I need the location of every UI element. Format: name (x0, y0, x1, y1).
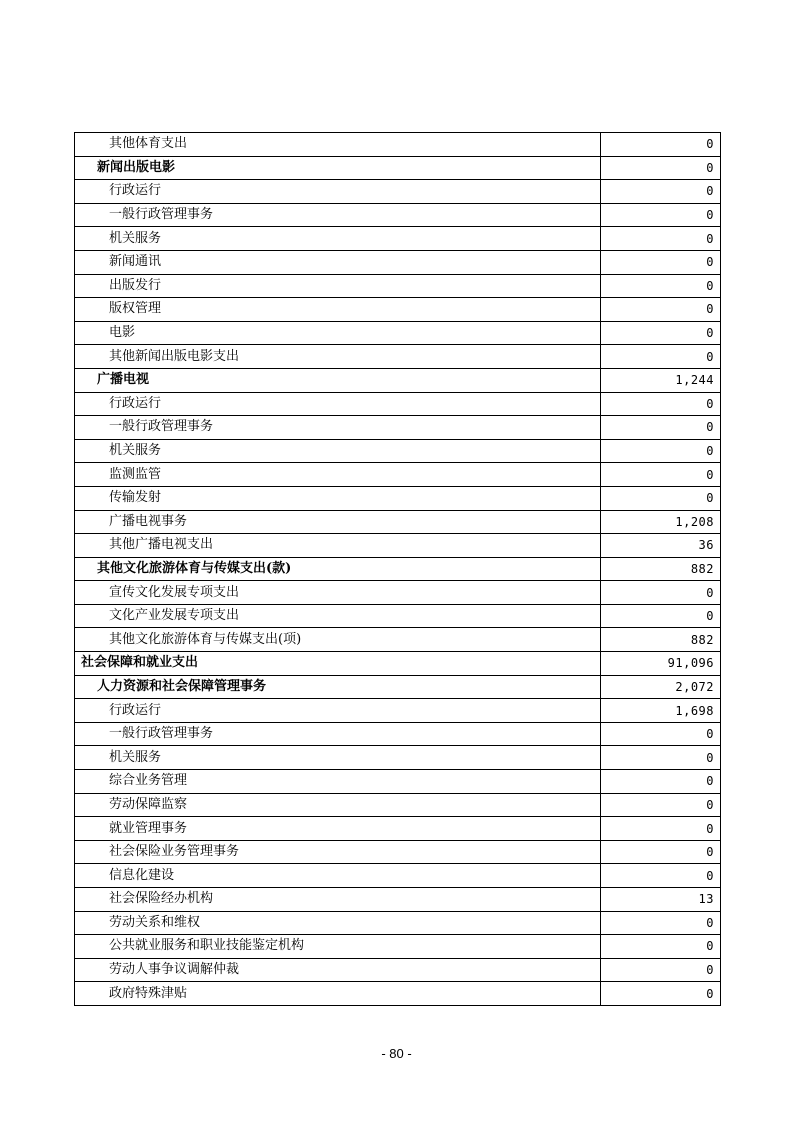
item-name-cell: 一般行政管理事务 (75, 203, 601, 227)
amount-cell: 882 (601, 557, 721, 581)
item-name-cell: 一般行政管理事务 (75, 722, 601, 746)
item-name-cell: 监测监管 (75, 463, 601, 487)
table-row (75, 274, 721, 298)
table-row (75, 368, 721, 392)
amount-cell: 0 (601, 250, 721, 274)
item-name-cell: 电影 (75, 321, 601, 345)
item-name-cell: 社会保障和就业支出 (75, 652, 601, 676)
table-row (75, 321, 721, 345)
table-row (75, 770, 721, 794)
amount-cell: 13 (601, 888, 721, 912)
item-name-cell: 宣传文化发展专项支出 (75, 581, 601, 605)
amount-cell: 0 (601, 203, 721, 227)
amount-cell: 36 (601, 534, 721, 558)
amount-cell: 0 (601, 793, 721, 817)
table-row (75, 604, 721, 628)
amount-cell: 882 (601, 628, 721, 652)
table-row (75, 345, 721, 369)
table-row (75, 227, 721, 251)
amount-cell: 0 (601, 274, 721, 298)
amount-cell: 0 (601, 392, 721, 416)
amount-cell: 91,096 (601, 652, 721, 676)
amount-cell: 1,208 (601, 510, 721, 534)
item-name-cell: 其他体育支出 (75, 133, 601, 157)
item-name-cell: 社会保险业务管理事务 (75, 840, 601, 864)
amount-cell: 0 (601, 486, 721, 510)
table-row (75, 982, 721, 1006)
amount-cell: 0 (601, 581, 721, 605)
item-name-cell: 政府特殊津贴 (75, 982, 601, 1006)
table-row (75, 675, 721, 699)
amount-cell: 0 (601, 935, 721, 959)
item-name-cell: 出版发行 (75, 274, 601, 298)
table-row (75, 298, 721, 322)
amount-cell: 0 (601, 840, 721, 864)
item-name-cell: 其他文化旅游体育与传媒支出(款) (75, 557, 601, 581)
table-row (75, 958, 721, 982)
item-name-cell: 综合业务管理 (75, 770, 601, 794)
item-name-cell: 其他新闻出版电影支出 (75, 345, 601, 369)
table-row (75, 180, 721, 204)
table-row (75, 793, 721, 817)
amount-cell: 0 (601, 321, 721, 345)
item-name-cell: 行政运行 (75, 392, 601, 416)
amount-cell: 0 (601, 227, 721, 251)
table-row (75, 628, 721, 652)
amount-cell: 0 (601, 463, 721, 487)
item-name-cell: 劳动人事争议调解仲裁 (75, 958, 601, 982)
item-name-cell: 新闻通讯 (75, 250, 601, 274)
amount-cell: 0 (601, 746, 721, 770)
item-name-cell: 行政运行 (75, 699, 601, 723)
item-name-cell: 公共就业服务和职业技能鉴定机构 (75, 935, 601, 959)
item-name-cell: 一般行政管理事务 (75, 416, 601, 440)
amount-cell: 0 (601, 817, 721, 841)
table-row (75, 203, 721, 227)
page-number: - 80 - (381, 1046, 412, 1061)
table-row (75, 510, 721, 534)
item-name-cell: 社会保险经办机构 (75, 888, 601, 912)
table-row (75, 486, 721, 510)
amount-cell: 1,698 (601, 699, 721, 723)
amount-cell: 0 (601, 864, 721, 888)
item-name-cell: 文化产业发展专项支出 (75, 604, 601, 628)
table-row (75, 911, 721, 935)
amount-cell: 1,244 (601, 368, 721, 392)
item-name-cell: 机关服务 (75, 227, 601, 251)
table-row (75, 935, 721, 959)
amount-cell: 0 (601, 345, 721, 369)
amount-cell: 0 (601, 911, 721, 935)
item-name-cell: 新闻出版电影 (75, 156, 601, 180)
table-row (75, 699, 721, 723)
item-name-cell: 信息化建设 (75, 864, 601, 888)
item-name-cell: 广播电视事务 (75, 510, 601, 534)
table-row (75, 817, 721, 841)
amount-cell: 0 (601, 722, 721, 746)
item-name-cell: 行政运行 (75, 180, 601, 204)
table-row (75, 722, 721, 746)
budget-expenditure-table (74, 132, 721, 1006)
table-row (75, 439, 721, 463)
table-row (75, 133, 721, 157)
amount-cell: 0 (601, 180, 721, 204)
amount-cell: 0 (601, 604, 721, 628)
table-row (75, 250, 721, 274)
item-name-cell: 劳动保障监察 (75, 793, 601, 817)
item-name-cell: 劳动关系和维权 (75, 911, 601, 935)
item-name-cell: 其他文化旅游体育与传媒支出(项) (75, 628, 601, 652)
amount-cell: 0 (601, 982, 721, 1006)
table-row (75, 463, 721, 487)
amount-cell: 0 (601, 156, 721, 180)
table-row (75, 746, 721, 770)
item-name-cell: 广播电视 (75, 368, 601, 392)
table-row (75, 864, 721, 888)
amount-cell: 0 (601, 770, 721, 794)
table-row (75, 557, 721, 581)
amount-cell: 2,072 (601, 675, 721, 699)
item-name-cell: 机关服务 (75, 746, 601, 770)
table-row (75, 416, 721, 440)
item-name-cell: 版权管理 (75, 298, 601, 322)
table-row (75, 581, 721, 605)
table-row (75, 888, 721, 912)
table-body (75, 133, 721, 1006)
item-name-cell: 就业管理事务 (75, 817, 601, 841)
item-name-cell: 机关服务 (75, 439, 601, 463)
item-name-cell: 传输发射 (75, 486, 601, 510)
table-row (75, 392, 721, 416)
table-row (75, 156, 721, 180)
table-row (75, 534, 721, 558)
item-name-cell: 其他广播电视支出 (75, 534, 601, 558)
amount-cell: 0 (601, 298, 721, 322)
amount-cell: 0 (601, 133, 721, 157)
table-row (75, 840, 721, 864)
amount-cell: 0 (601, 439, 721, 463)
amount-cell: 0 (601, 416, 721, 440)
table-row (75, 652, 721, 676)
amount-cell: 0 (601, 958, 721, 982)
item-name-cell: 人力资源和社会保障管理事务 (75, 675, 601, 699)
